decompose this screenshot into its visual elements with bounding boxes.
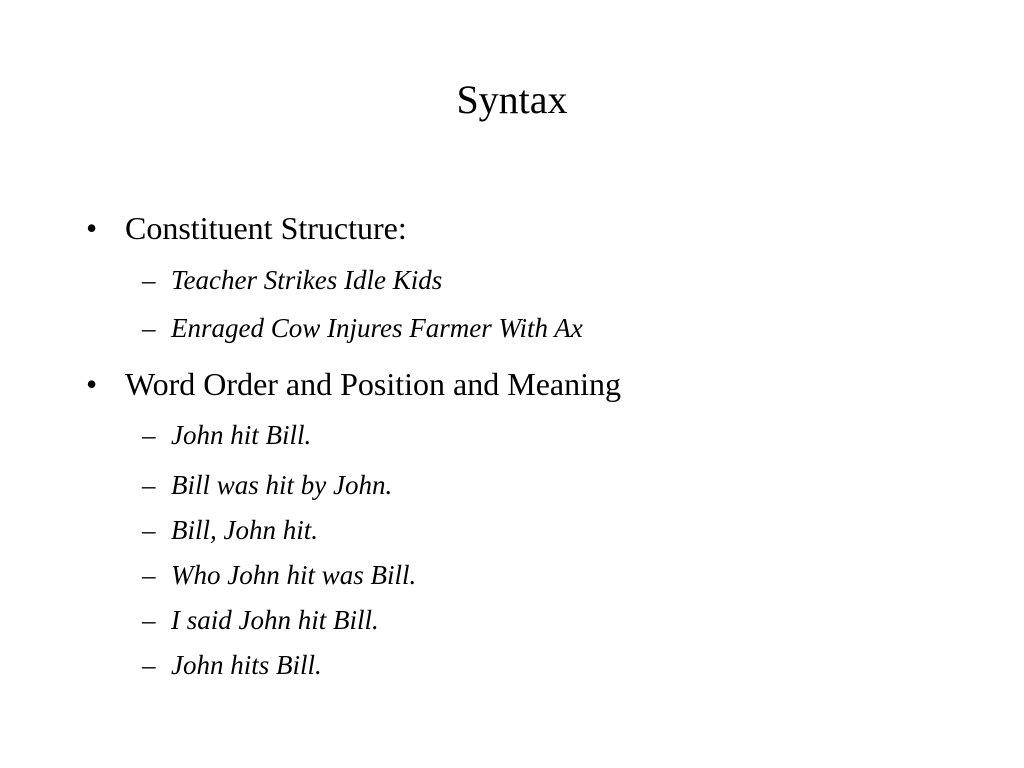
sub-bullet-marker: – <box>142 515 156 545</box>
sub-bullet-marker: – <box>142 313 156 343</box>
sub-bullet-text: Bill, John hit. <box>171 515 318 545</box>
sub-bullet-marker: – <box>142 265 156 295</box>
bullet-marker: • <box>86 210 98 246</box>
sub-bullet-text: I said John hit Bill. <box>171 605 379 635</box>
sub-bullet-marker: – <box>142 560 156 590</box>
sub-bullet-marker: – <box>142 650 156 680</box>
sub-bullet-marker: – <box>142 420 156 450</box>
bullet-marker: • <box>86 366 98 402</box>
sub-bullet-text: Teacher Strikes Idle Kids <box>171 265 443 295</box>
sub-bullet-text: John hit Bill. <box>171 420 312 450</box>
sub-bullet-text: John hits Bill. <box>171 650 322 680</box>
sub-bullet-marker: – <box>142 605 156 635</box>
sub-bullet-text: Bill was hit by John. <box>171 470 393 500</box>
bullet-text: Constituent Structure: <box>125 210 407 246</box>
sub-bullet-marker: – <box>142 470 156 500</box>
sub-bullet-text: Enraged Cow Injures Farmer With Ax <box>171 313 583 343</box>
slide-title: Syntax <box>456 77 568 122</box>
sub-bullet-text: Who John hit was Bill. <box>171 560 417 590</box>
bullet-text: Word Order and Position and Meaning <box>125 366 621 402</box>
